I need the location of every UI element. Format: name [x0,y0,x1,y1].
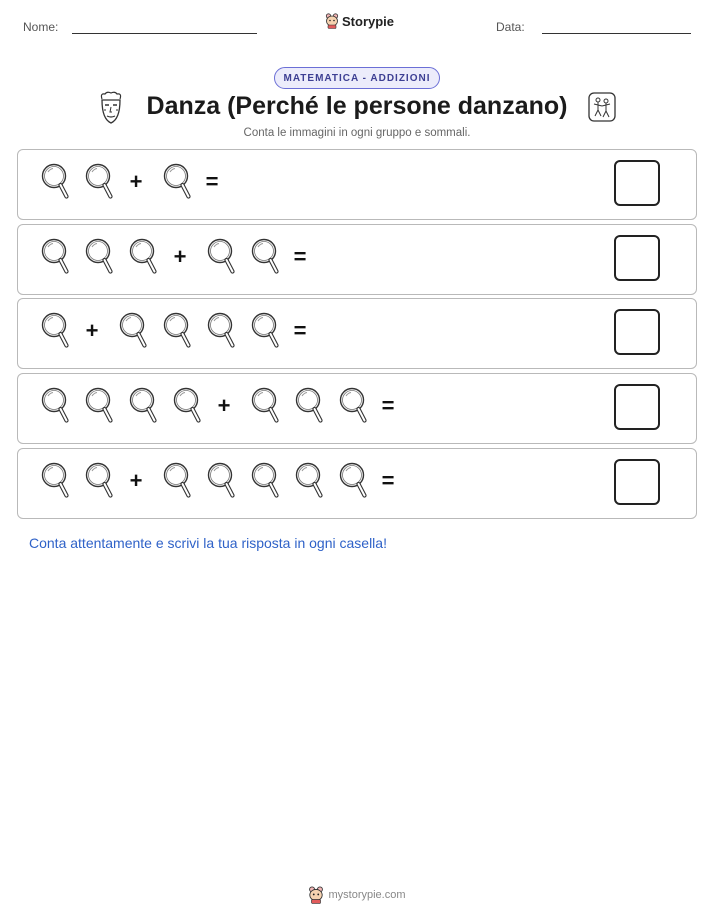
brand-logo [325,13,394,29]
magnifying-glass-icon [250,462,282,500]
plus-sign: + [85,318,99,343]
name-label: Nome: [23,20,59,34]
equals-sign: = [381,468,395,493]
equals-sign: = [381,393,395,418]
magnifying-glass-icon [172,387,204,425]
magnifying-glass-icon [338,387,370,425]
magnifying-glass-icon [40,163,72,201]
magnifying-glass-icon [338,462,370,500]
magnifying-glass-icon [294,462,326,500]
page-title: Danza (Perché le persone danzano) [146,92,568,120]
subject-badge: MATEMATICA - ADDIZIONI [274,67,440,89]
brand-name: Storypie [342,13,395,29]
problem-row [17,298,697,369]
plus-sign: + [129,169,143,194]
footer [0,886,714,904]
magnifying-glass-icon [84,163,116,201]
plus-sign: + [217,393,231,418]
magnifying-glass-icon [250,387,282,425]
magnifying-glass-icon [250,238,282,276]
magnifying-glass-icon [40,462,72,500]
answer-box[interactable] [614,384,660,430]
magnifying-glass-icon [84,238,116,276]
equals-sign: = [293,244,307,269]
equals-sign: = [293,318,307,343]
equals-sign: = [205,169,219,194]
problem-row [17,149,697,220]
magnifying-glass-icon [118,312,150,350]
magnifying-glass-icon [206,462,238,500]
magnifying-glass-icon [40,238,72,276]
answer-box[interactable] [614,235,660,281]
date-field-line[interactable] [542,33,691,34]
magnifying-glass-icon [206,238,238,276]
magnifying-glass-icon [40,312,72,350]
answer-box[interactable] [614,160,660,206]
magnifying-glass-icon [162,163,194,201]
answer-box[interactable] [614,459,660,505]
problem-row [17,373,697,444]
footer-url: mystorypie.com [328,889,406,901]
problem-row [17,448,697,519]
storypie-mascot-icon [308,886,324,904]
storypie-mascot-icon [325,13,339,29]
magnifying-glass-icon [128,387,160,425]
page-subtitle: Conta le immagini in ogni gruppo e sommali. [243,127,471,139]
magnifying-glass-icon [162,312,194,350]
date-label: Data: [496,20,525,34]
instruction-text: Conta attentamente e scrivi la tua risposta in ogni casella! [29,535,387,551]
magnifying-glass-icon [294,387,326,425]
magnifying-glass-icon [250,312,282,350]
magnifying-glass-icon [162,462,194,500]
problem-row [17,224,697,295]
plus-sign: + [129,468,143,493]
magnifying-glass-icon [84,387,116,425]
magnifying-glass-icon [40,387,72,425]
magnifying-glass-icon [84,462,116,500]
name-field-line[interactable] [72,33,257,34]
answer-box[interactable] [614,309,660,355]
magnifying-glass-icon [206,312,238,350]
magnifying-glass-icon [128,238,160,276]
plus-sign: + [173,244,187,269]
dancers-tile-icon [587,91,617,123]
